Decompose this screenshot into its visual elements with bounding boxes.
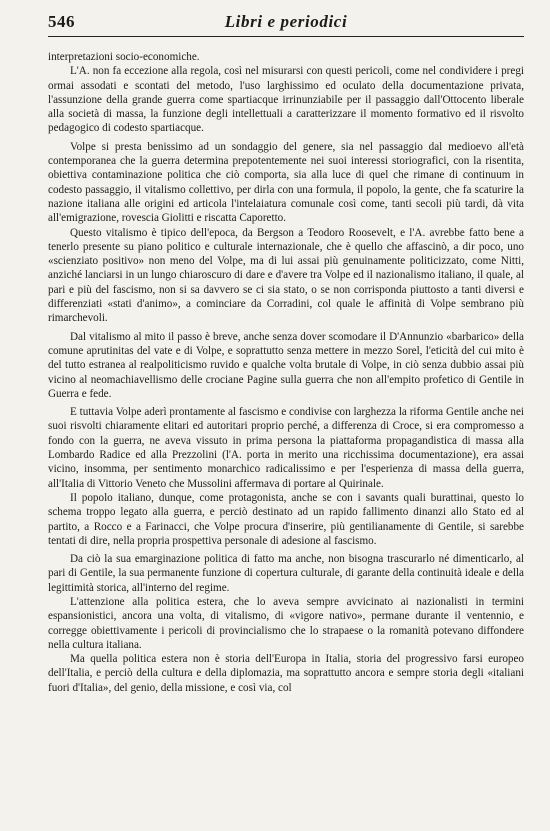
paragraph-continuation: interpretazioni socio-economiche. xyxy=(48,51,200,63)
paragraph: Da ciò la sua emarginazione politica di fatto ma anche, non bisogna trascurarlo né dimenticarlo, al pari di Gentile, la sua permanente funzione di copertura culturale, di garante della continuità ideale e della legittimità storica, all'interno del regime. xyxy=(48,553,524,594)
running-title: Libri e periodici xyxy=(224,12,348,31)
paragraph: Questo vitalismo è tipico dell'epoca, da Bergson a Teodoro Roosevelt, e l'A. avrebbe fatto bene a tenerlo presente su piano politico e culturale internazionale, che è quello che affascinò, a dir poco, uno «scienziato positivo» non meno del Volpe, ma di lui assai più genuinamente politicizzato, come Nitti, anziché lanciarsi in un lungo chiaroscuro di dare e d'avere tra Volpe ed il nazionalismo italiano, il quale, al pari e più del fascismo, non si sa davvero se ci sia stato, o se non corrisponda piuttosto a tanti diversi e differenziati «stati d'animo», a cominciare da Corradini, col quale le affinità di Volpe sembrano più rimarchevoli. xyxy=(48,226,524,325)
paragraph: Volpe si presta benissimo ad un sondaggio del genere, sia nel passaggio dal medioevo all'età contemporanea che la guerra determina prepotentemente nei suoi interessi storiografici, con la risentita, obiettiva contaminazione politica che ciò comporta, sia alla luce di quel che rimane di continuum in codesto passaggio, il vitalismo collettivo, per dirla con una formula, il popolo, la gente, che fa scaturire la nazione italiana alle origini ed articola l'intelaiatura comunale così come, tanti secoli più tardi, dà vita all'emigrazione, rovescia Giolitti e riscatta Caporetto. xyxy=(48,140,524,225)
paragraph: Il popolo italiano, dunque, come protagonista, anche se con i savants quali burattinai, questo lo schema troppo legato alla guerra, e perciò destinato ad un rapido fallimento dinanzi allo Stato ed al partito, a Rocco e a Farinacci, che Volpe procura d'inserire, più gentilianamente di Gentile, si sarebbe tentati di dire, nella propria prospettiva personale di adesione al fascismo. xyxy=(48,491,524,547)
page-number: 546 xyxy=(48,12,75,31)
paragraph: L'attenzione alla politica estera, che lo aveva sempre avvicinato ai nazionalisti in termini espansionistici, ancora una volta, di vitalismo, di «vigore nativo», permane durante il ventennio, e corregge obiettivamente i pericoli di provincialismo che lo strapaese o la romanità potevano diffondere nella cultura italiana. xyxy=(48,595,524,651)
header-rule xyxy=(48,36,524,37)
paragraph: Ma quella politica estera non è storia dell'Europa in Italia, storia del progressivo farsi europeo dell'Italia, e perciò della cultura e della diplomazia, ma soprattutto ancora e sempre storia degli «italiani fuori d'Italia», del genio, della missione, e così via, col xyxy=(48,653,524,694)
paragraph: E tuttavia Volpe aderì prontamente al fascismo e condivise con larghezza la riforma Gentile anche nei suoi risvolti chiaramente elitari ed autoritari proprio perché, a differenza di Croce, si era compromesso a fondo con la guerra, ne aveva vissuto in prima persona la piattaforma propagandistica di massa alla Lombardo Radice ed alla Prezzolini (l'A. porta in merito una ricchissima documentazione), era assai vicino, insomma, per sentimento monarchico radicalissimo e per l'esperienza di massa della guerra, all'Italia di Vittorio Veneto che Mussolini affermava di portare al Quirinale. xyxy=(48,406,524,490)
page-body xyxy=(48,50,524,695)
paragraph: L'A. non fa eccezione alla regola, così nel misurarsi con questi pericoli, come nel condividere i pregi ormai assodati e scontati del metodo, l'uso larghissimo ed oculato della documentazione privata, l'assunzione della grande guerra come spartiacque irrinunziabile per il passaggio dall'Ottocento liberale alla società di massa, la funzione degli intellettuali a caratterizzare il momento formativo ed il risvolto pedagogico di codesto spartiacque. xyxy=(48,65,524,135)
paragraph: Dal vitalismo al mito il passo è breve, anche senza dover scomodare il D'Annunzio «barbarico» della comune aprutinitas del vate e di Volpe, e soprattutto senza mettere in mezzo Sorel, l'eticità del cui mito è del tutto estranea al realpoliticismo ruvido e qualche volta brutale di Volpe, in ciò senza dubbio assai più vicino al neomachiavellismo delle crociane Pagine sulla guerra che non all'empito profetico di Gentile in Guerra e fede. xyxy=(48,330,524,400)
